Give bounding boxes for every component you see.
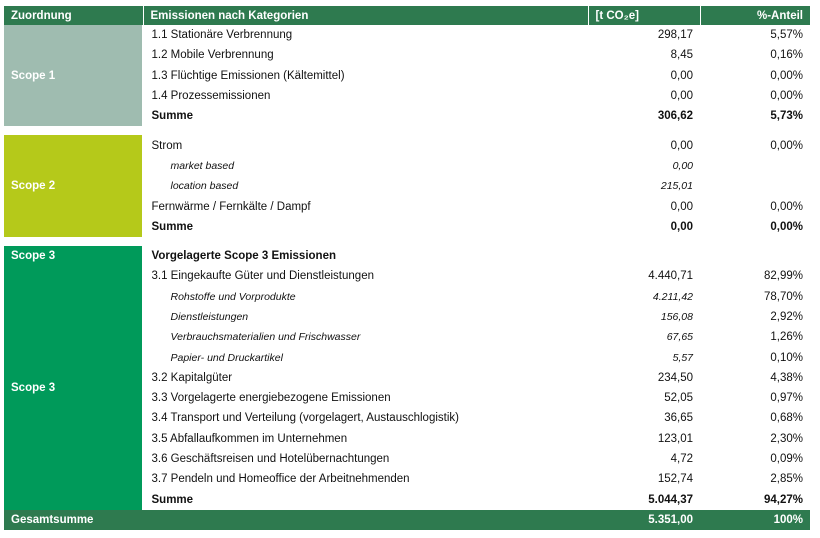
row-label: Verbrauchsmaterialien und Frischwasser <box>170 331 361 344</box>
row-value: 8,45 <box>670 49 693 62</box>
row-pct: 0,97% <box>770 392 803 405</box>
total-value: 5.351,00 <box>588 510 700 530</box>
row-label: Dienstleistungen <box>170 311 249 323</box>
header-categories: Emissionen nach Kategorien <box>143 6 588 25</box>
sum-pct: 5,73% <box>770 110 803 123</box>
row-label: 3.1 Eingekaufte Güter und Dienstleistungen <box>151 270 374 283</box>
emissions-table <box>4 6 810 530</box>
row-value: 123,01 <box>657 432 693 445</box>
sum-label: Summe <box>151 220 194 233</box>
header-unit: [t CO₂e] <box>588 6 700 25</box>
table-row <box>4 135 810 155</box>
row-label: Strom <box>151 139 183 152</box>
table-row <box>4 25 810 45</box>
row-label: 3.4 Transport und Verteilung (vorgelagert, Austauschlogistik) <box>151 412 459 425</box>
row-label: 3.3 Vorgelagerte energiebezogene Emissionen <box>151 392 391 405</box>
row-value: 234,50 <box>657 371 693 384</box>
sum-pct: 0,00% <box>770 220 803 233</box>
row-value: 0,00 <box>670 69 693 82</box>
header-assignment: Zuordnung <box>4 6 143 25</box>
row-pct: 0,00% <box>770 69 803 82</box>
row-pct: 0,00% <box>770 200 803 213</box>
row-pct: 0,00% <box>770 90 803 103</box>
row-pct: 0,00% <box>770 139 803 152</box>
total-row <box>4 510 810 530</box>
row-value: 4,72 <box>670 453 693 466</box>
header-share: %-Anteil <box>700 6 810 25</box>
row-pct: 0,16% <box>770 49 803 62</box>
scope3-heading-row <box>4 246 810 266</box>
row-pct <box>700 176 810 196</box>
row-value: 4.440,71 <box>648 270 693 283</box>
row-label: Rohstoffe und Vorprodukte <box>170 290 296 303</box>
row-value: 156,08 <box>660 311 693 323</box>
sum-value: 5.044,37 <box>648 493 693 506</box>
row-label: location based <box>170 180 239 193</box>
row-pct: 2,30% <box>770 432 803 445</box>
row-label: Papier- und Druckartikel <box>170 351 283 364</box>
row-pct: 2,85% <box>770 473 803 486</box>
row-value: 0,00 <box>670 90 693 103</box>
row-label: 1.3 Flüchtige Emissionen (Kältemittel) <box>151 69 345 82</box>
total-label: Gesamtsumme <box>4 510 143 530</box>
sum-value: 306,62 <box>657 110 693 123</box>
scope3-top-label: Scope 3 <box>4 246 143 266</box>
row-label: 3.2 Kapitalgüter <box>151 371 233 384</box>
header-row <box>4 6 810 25</box>
sum-label: Summe <box>151 493 194 506</box>
row-value: 0,00 <box>670 139 693 152</box>
row-value: 152,74 <box>657 473 693 486</box>
row-pct: 5,57% <box>770 29 803 42</box>
row-label: market based <box>170 159 235 172</box>
row-pct: 0,68% <box>770 412 803 425</box>
spacer <box>4 126 810 135</box>
row-value: 4.211,42 <box>652 290 693 303</box>
spacer <box>4 237 810 246</box>
row-pct: 2,92% <box>770 311 803 323</box>
row-label: 1.2 Mobile Verbrennung <box>151 49 274 62</box>
row-value: 67,65 <box>666 331 693 344</box>
row-pct <box>700 156 810 176</box>
sum-value: 0,00 <box>670 220 693 233</box>
row-pct: 82,99% <box>763 270 803 283</box>
row-pct: 0,10% <box>770 351 803 364</box>
row-label: Fernwärme / Fernkälte / Dampf <box>151 200 311 213</box>
scope1-label: Scope 1 <box>4 25 143 126</box>
row-pct: 4,38% <box>770 371 803 384</box>
row-label: 1.4 Prozessemissionen <box>151 90 271 103</box>
row-pct: 78,70% <box>763 290 803 303</box>
row-value: 5,57 <box>672 351 693 364</box>
row-value: 52,05 <box>664 392 693 405</box>
table-row <box>4 266 810 286</box>
sum-pct: 94,27% <box>763 493 803 506</box>
row-label: 1.1 Stationäre Verbrennung <box>151 29 293 42</box>
scope3-heading: Vorgelagerte Scope 3 Emissionen <box>151 250 336 263</box>
row-value: 0,00 <box>672 159 693 172</box>
row-value: 0,00 <box>670 200 693 213</box>
row-label: 3.6 Geschäftsreisen und Hotelübernachtungen <box>151 453 390 466</box>
row-pct: 0,09% <box>770 453 803 466</box>
scope2-label: Scope 2 <box>4 135 143 236</box>
row-value: 36,65 <box>664 412 693 425</box>
row-label: 3.7 Pendeln und Homeoffice der Arbeitnehmenden <box>151 473 410 486</box>
sum-label: Summe <box>151 110 194 123</box>
row-pct: 1,26% <box>770 331 803 344</box>
total-pct: 100% <box>700 510 810 530</box>
scope3-label: Scope 3 <box>4 266 143 510</box>
row-label: 3.5 Abfallaufkommen im Unternehmen <box>151 432 348 445</box>
row-value: 298,17 <box>657 29 693 42</box>
row-value: 215,01 <box>660 180 693 193</box>
